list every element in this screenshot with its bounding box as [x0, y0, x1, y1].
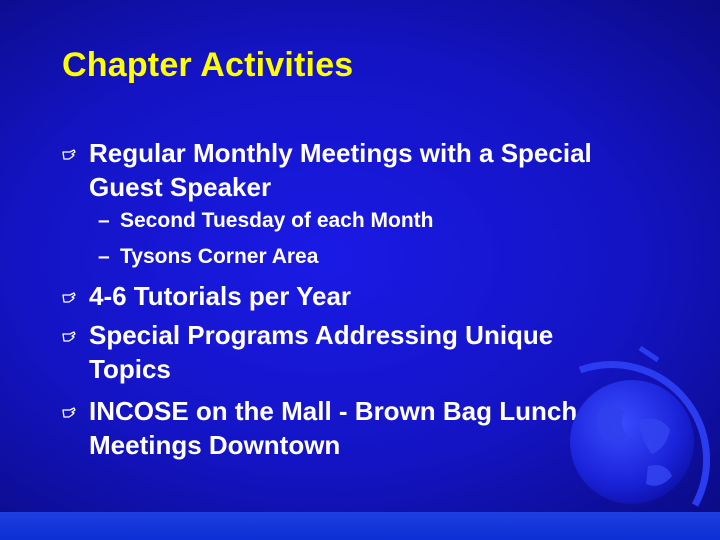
bullet-line: INCOSE on the Mall - Brown Bag Lunch [89, 396, 578, 426]
sub-bullet-item [98, 244, 318, 270]
bullet-line: 4-6 Tutorials per Year [89, 281, 352, 311]
sub-bullet-text: Second Tuesday of each Month [120, 209, 434, 232]
pointing-hand-icon [62, 329, 76, 343]
dash-marker: – [98, 245, 110, 268]
pointing-hand-icon [62, 405, 76, 419]
bottom-band [0, 512, 720, 540]
bullet-line: Meetings Downtown [89, 430, 341, 460]
bullet-line: Regular Monthly Meetings with a Special [89, 138, 592, 168]
slide-title: Chapter Activities [62, 46, 354, 84]
sub-bullet-text: Tysons Corner Area [120, 245, 319, 268]
sub-bullet-item [98, 208, 433, 234]
bullet-line: Topics [89, 354, 171, 384]
dash-marker: – [98, 209, 110, 232]
globe-icon [520, 330, 720, 530]
bullet-line: Guest Speaker [89, 172, 272, 202]
pointing-hand-icon [62, 290, 76, 304]
pointing-hand-icon [62, 147, 76, 161]
bullet-line: Special Programs Addressing Unique [89, 320, 554, 350]
